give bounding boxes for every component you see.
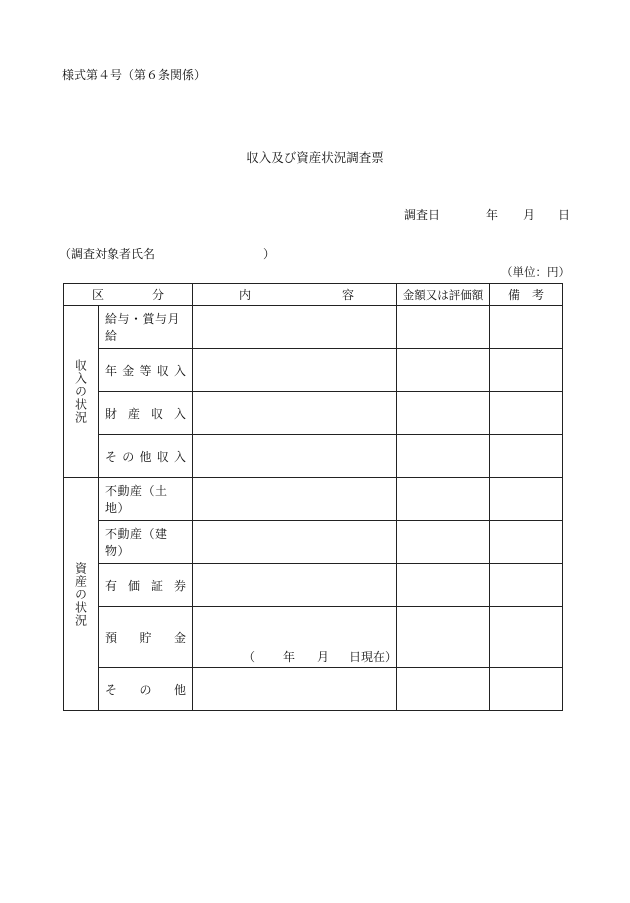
amount-cell[interactable] bbox=[397, 349, 490, 392]
subject-name-line bbox=[59, 245, 282, 261]
row-label bbox=[99, 349, 193, 392]
item-text: 有 価 証 券 bbox=[105, 578, 186, 593]
content-cell[interactable] bbox=[193, 306, 397, 349]
remarks-cell[interactable] bbox=[490, 521, 563, 564]
remarks-cell[interactable] bbox=[490, 668, 563, 711]
content-cell[interactable] bbox=[193, 392, 397, 435]
amount-cell[interactable] bbox=[397, 306, 490, 349]
table-row bbox=[64, 521, 563, 564]
item-text: 財 産 収 入 bbox=[105, 406, 186, 421]
row-label bbox=[99, 478, 193, 521]
assets-label-text: 資産の状況 bbox=[73, 561, 88, 627]
header-category-1: 区 bbox=[92, 288, 105, 302]
income-section-label bbox=[64, 306, 99, 478]
header-content-1: 内 bbox=[239, 288, 252, 302]
deposit-note-open: （ bbox=[243, 650, 256, 664]
content-cell[interactable] bbox=[193, 668, 397, 711]
item-text: 給与・賞与月給 bbox=[105, 312, 181, 343]
row-label bbox=[99, 564, 193, 607]
survey-date-label: 調査日 bbox=[404, 208, 441, 222]
amount-cell[interactable] bbox=[397, 478, 490, 521]
table-header-row bbox=[64, 284, 563, 306]
assets-section-label bbox=[64, 478, 99, 711]
header-amount: 金額又は評価額 bbox=[397, 284, 490, 306]
income-label-text: 収入の状況 bbox=[73, 359, 88, 424]
header-category bbox=[64, 284, 193, 306]
row-label bbox=[99, 607, 193, 668]
remarks-cell[interactable] bbox=[490, 349, 563, 392]
survey-date-day: 日 bbox=[558, 208, 571, 222]
row-label bbox=[99, 435, 193, 478]
table-row bbox=[64, 435, 563, 478]
header-remarks bbox=[490, 284, 563, 306]
form-number: 様式第４号（第６条関係） bbox=[62, 68, 207, 82]
table-row bbox=[64, 564, 563, 607]
row-label bbox=[99, 306, 193, 349]
item-text: そ の 他 収 入 bbox=[105, 449, 186, 464]
amount-cell[interactable] bbox=[397, 607, 490, 668]
item-text: 年 金 等 収 入 bbox=[105, 363, 186, 378]
header-remarks-2: 考 bbox=[531, 288, 544, 302]
remarks-cell[interactable] bbox=[490, 306, 563, 349]
remarks-cell[interactable] bbox=[490, 607, 563, 668]
amount-cell[interactable] bbox=[397, 392, 490, 435]
deposit-as-of-date bbox=[243, 648, 398, 664]
item-text: 不動産（土地） bbox=[105, 484, 168, 515]
content-cell[interactable] bbox=[193, 435, 397, 478]
unit-note: （単位：円） bbox=[501, 265, 570, 279]
deposit-note-day: 日現在） bbox=[349, 650, 398, 664]
remarks-cell[interactable] bbox=[490, 435, 563, 478]
content-cell[interactable] bbox=[193, 564, 397, 607]
subject-name-label: （調査対象者氏名 bbox=[59, 247, 156, 261]
amount-cell[interactable] bbox=[397, 668, 490, 711]
remarks-cell[interactable] bbox=[490, 392, 563, 435]
row-label bbox=[99, 521, 193, 564]
remarks-cell[interactable] bbox=[490, 564, 563, 607]
table-row bbox=[64, 668, 563, 711]
remarks-cell[interactable] bbox=[490, 478, 563, 521]
header-content-2: 容 bbox=[341, 288, 354, 302]
table-row bbox=[64, 392, 563, 435]
content-cell[interactable] bbox=[193, 478, 397, 521]
content-cell[interactable] bbox=[193, 349, 397, 392]
table-row bbox=[64, 478, 563, 521]
amount-cell[interactable] bbox=[397, 435, 490, 478]
amount-cell[interactable] bbox=[397, 521, 490, 564]
item-text: そ の 他 bbox=[105, 682, 186, 697]
deposit-note-year: 年 bbox=[283, 650, 296, 664]
document-title: 収入及び資産状況調査票 bbox=[246, 150, 384, 165]
survey-table bbox=[63, 283, 563, 711]
amount-cell[interactable] bbox=[397, 564, 490, 607]
item-text: 預 貯 金 bbox=[105, 631, 186, 645]
row-label bbox=[99, 392, 193, 435]
survey-date-year: 年 bbox=[486, 208, 499, 222]
table-row bbox=[64, 349, 563, 392]
deposit-note-month: 月 bbox=[317, 650, 330, 664]
header-category-2: 分 bbox=[151, 288, 164, 302]
item-text: 不動産（建物） bbox=[105, 527, 168, 558]
header-remarks-1: 備 bbox=[508, 288, 521, 302]
header-content bbox=[193, 284, 397, 306]
content-cell[interactable] bbox=[193, 521, 397, 564]
survey-date bbox=[404, 206, 574, 222]
row-label bbox=[99, 668, 193, 711]
survey-date-month: 月 bbox=[523, 208, 536, 222]
subject-name-close: ） bbox=[263, 247, 276, 261]
table-row bbox=[64, 306, 563, 349]
